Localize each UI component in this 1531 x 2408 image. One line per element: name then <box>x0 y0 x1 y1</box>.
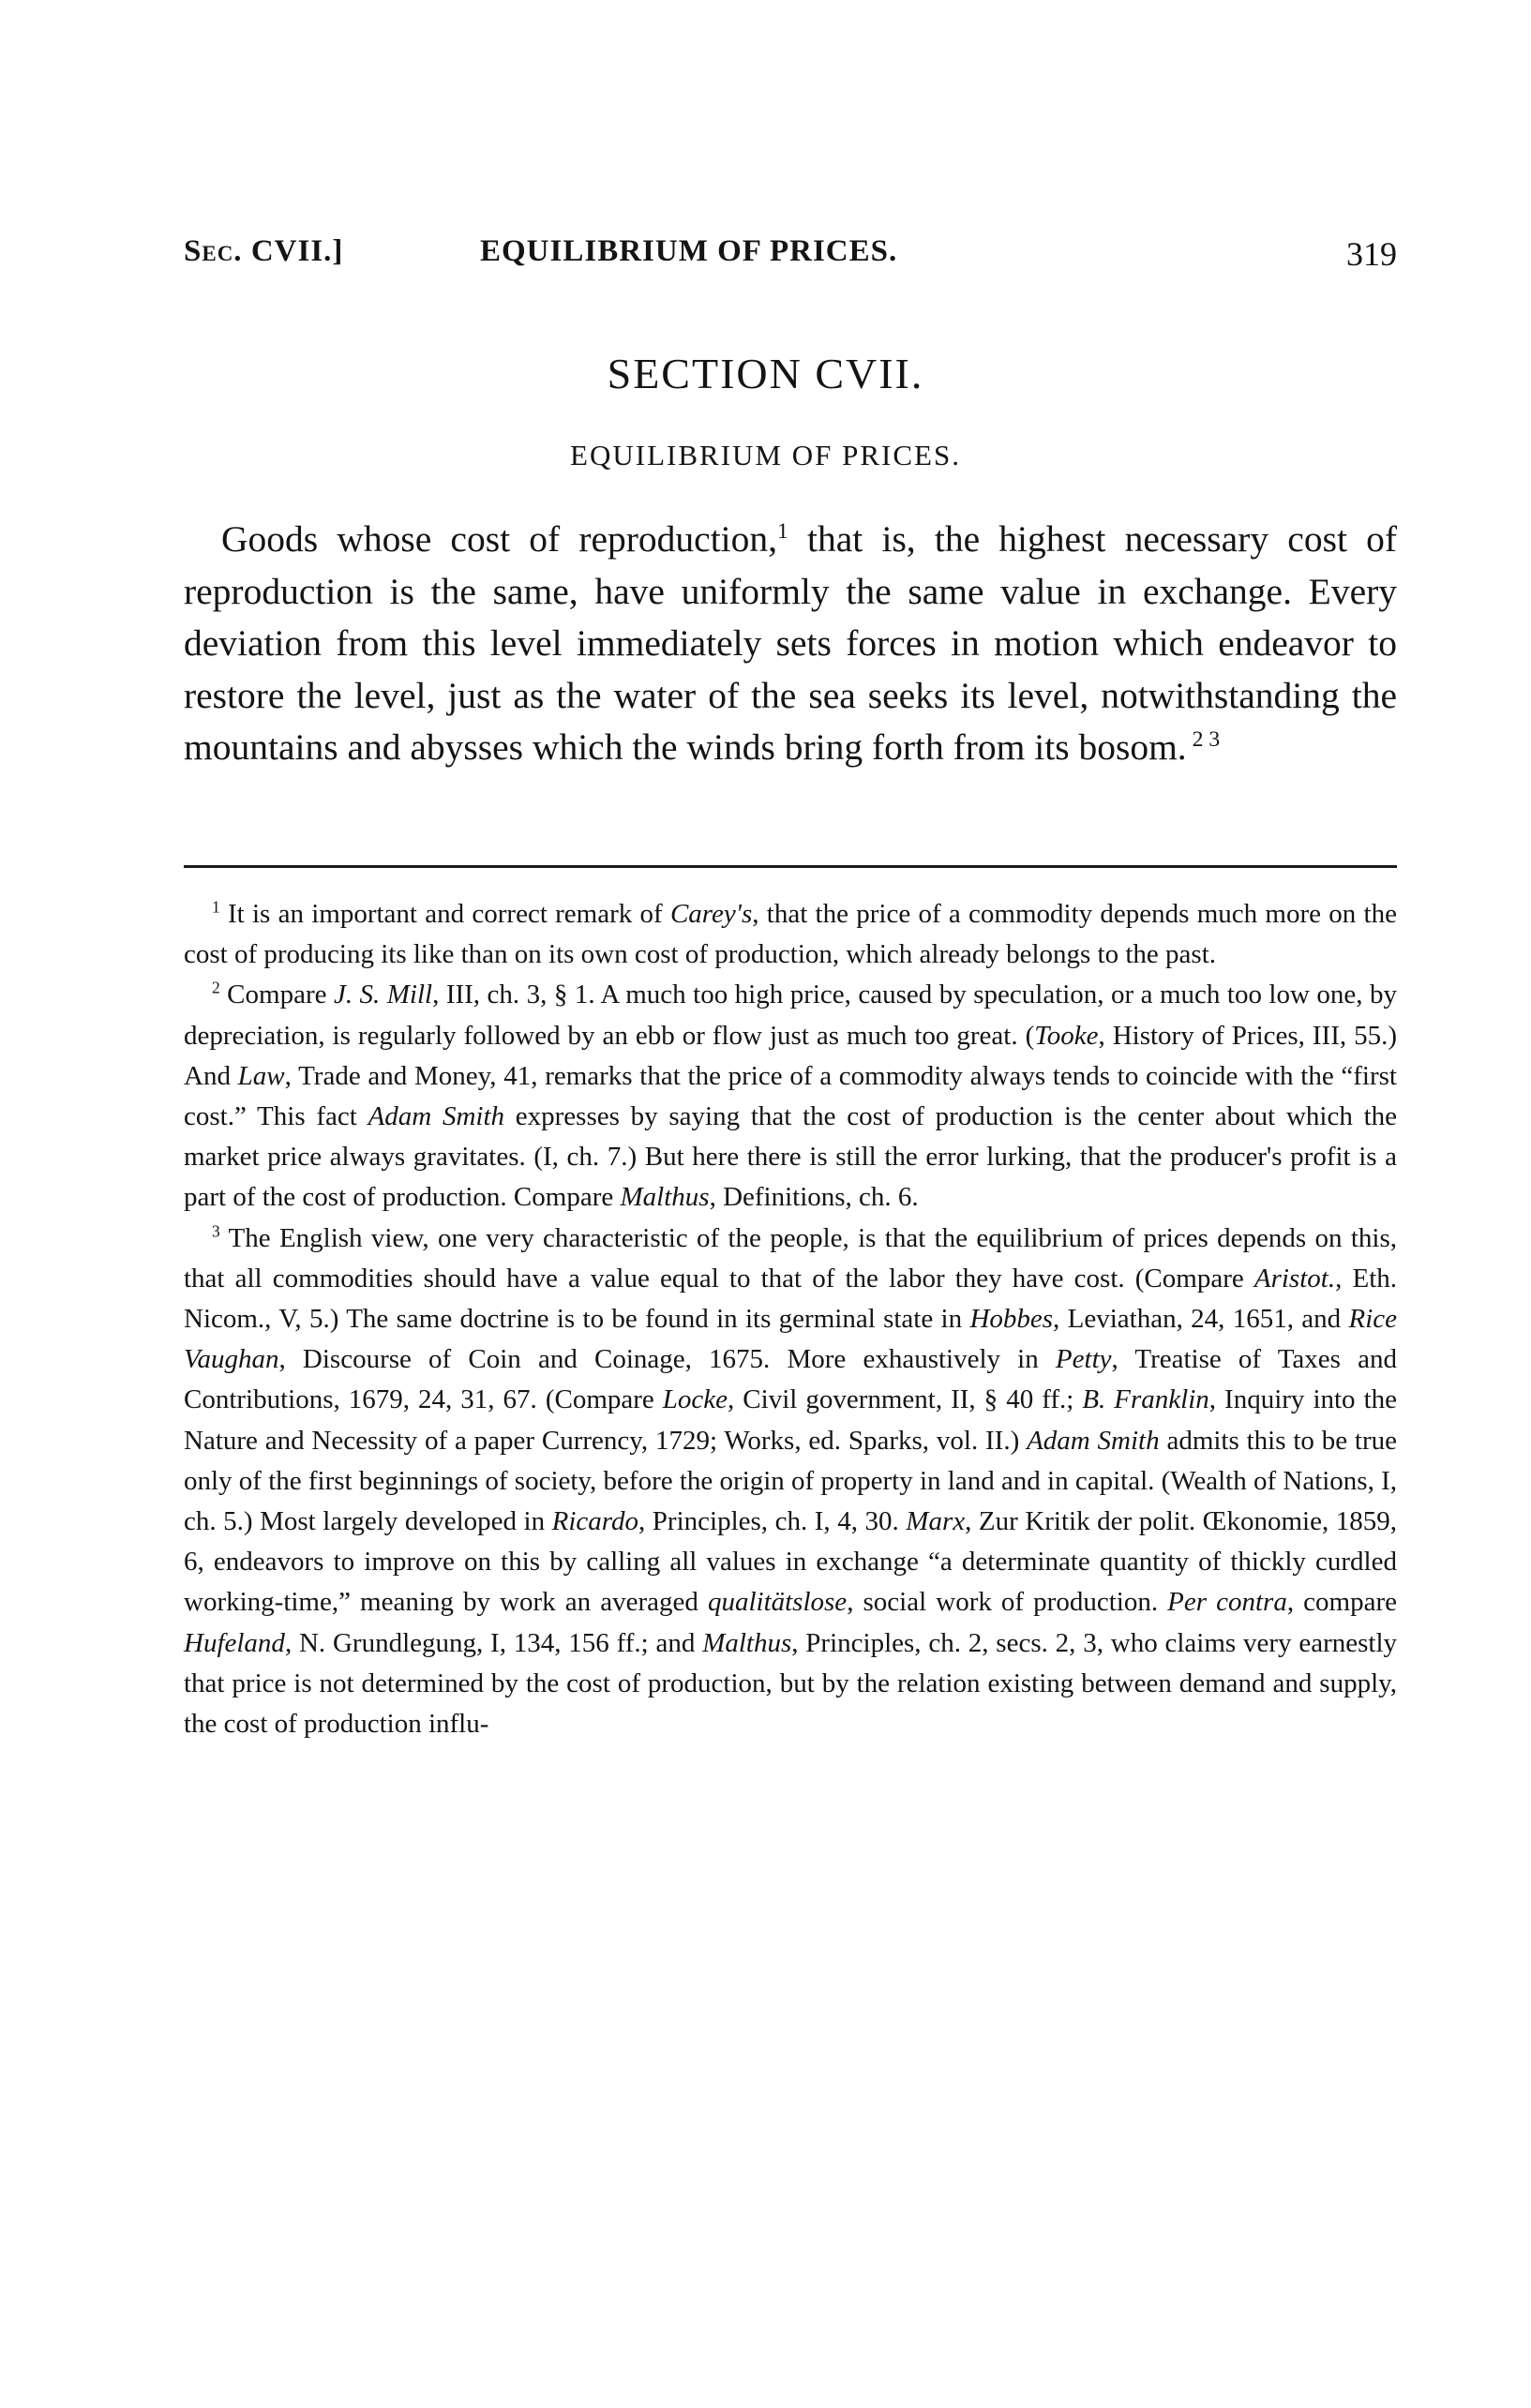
text-run: , Leviathan, 24, 1651, and <box>1053 1304 1349 1335</box>
cited-author: Locke <box>662 1384 728 1415</box>
footnote-ref[interactable]: 1 <box>777 518 788 544</box>
footnote-1 <box>184 894 1397 975</box>
footnote-2 <box>184 975 1397 1218</box>
cited-author: Marx <box>906 1506 966 1537</box>
text-run: expresses by saying that the cost of production is the center about which the market price always gravitates. (I, ch. 7.) But here there is still the error lurking, that the producer's profit is a part of the cost of production. Compare <box>184 1101 1398 1213</box>
section-title: SECTION CVII. <box>607 350 924 397</box>
footnotes <box>184 894 1397 1744</box>
page-number: 319 <box>1346 235 1397 273</box>
text-run: , that the price of a commodity depends much more on the cost of producing its like than on its own cost of production, which already belongs to the past. <box>184 899 1397 970</box>
footnote-divider <box>184 865 1397 868</box>
text-run: , Inquiry into the Nature and Necessity of a paper Currency, 1729; Works, ed. Sparks, vol. II.) <box>184 1384 1397 1456</box>
cited-author: Ricardo <box>551 1506 638 1537</box>
main-text <box>184 514 1397 774</box>
footnote-marker: 2 <box>212 978 220 997</box>
cited-author: Carey's <box>669 899 753 929</box>
cited-author: Hobbes <box>969 1304 1054 1335</box>
cited-author: Malthus <box>702 1627 792 1658</box>
text-run: that is, the highest necessary cost of reproduction is the same, have uniformly the same value in exchange. Every deviation from this level immediately sets forces in motion which endeavor to restore the level, just as the water of the sea seeks its level, notwithstanding the mountains and abysses which the winds bring forth from its bosom. <box>184 518 1397 768</box>
running-head-title: EQUILIBRIUM OF PRICES. <box>480 234 898 268</box>
footnote-marker: 3 <box>212 1220 220 1240</box>
text-run: , Trade and Money, 41, remarks that the price of a commodity always tends to coincide with the “first cost.” This fact <box>184 1060 1397 1132</box>
text-run: , Discourse of Coin and Coinage, 1675. More exhaustively in <box>278 1344 1056 1375</box>
cited-author: Aristot. <box>1253 1263 1336 1294</box>
latin-phrase: Per contra <box>1167 1587 1287 1618</box>
foreign-term: qualitätslose <box>707 1587 848 1618</box>
cited-author: Hufeland <box>184 1627 285 1658</box>
footnote-refs[interactable]: 2 3 <box>1186 726 1221 752</box>
body-paragraph <box>184 514 1397 774</box>
text-run: It is an important and correct remark of <box>219 899 670 929</box>
text-run: , social work of production. <box>847 1587 1168 1618</box>
cited-author: Petty <box>1055 1344 1112 1375</box>
text-run: admits this to be true only of the first beginnings of society, before the origin of property in land and in capital. (Wealth of Nations, I, ch. 5.) Most largely developed in <box>184 1425 1397 1537</box>
cited-author: J. S. Mill <box>333 980 433 1010</box>
text-run: , Definitions, ch. 6. <box>709 1182 919 1213</box>
text-run: , Treatise of Taxes and Contributions, 1679, 24, 31, 67. (Compare <box>184 1344 1397 1415</box>
text-run: , Principles, ch. I, 4, 30. <box>638 1506 907 1537</box>
text-run: Goods whose cost of reproduction, <box>221 518 778 560</box>
cited-author: Adam Smith <box>1027 1425 1160 1456</box>
running-head-section-number: CVII.] <box>250 234 344 268</box>
text-run: The English view, one very characteristic of the people, is that the equilibrium of prices depends on this, that all commodities should have a value equal to that of the labor they have cost. (Compare <box>184 1222 1397 1294</box>
text-run: , Principles, ch. 2, secs. 2, 3, who claims very earnestly that price is not determined by the cost of production, but by the relation existing between demand and supply, the cost of production influ- <box>184 1627 1398 1740</box>
text-run: , Zur Kritik der polit. Œkonomie, 1859, 6, endeavors to improve on this by calling all values in exchange “a determinate quantity of thickly curdled working-time,” meaning by work an averaged <box>184 1506 1397 1618</box>
cited-author: B. Franklin <box>1082 1384 1209 1415</box>
footnote-3 <box>184 1219 1397 1745</box>
section-subtitle: EQUILIBRIUM OF PRICES. <box>570 439 961 471</box>
text-run: Compare <box>219 980 334 1010</box>
running-head <box>184 234 1397 272</box>
text-run: , History of Prices, III, 55.) And <box>184 1020 1397 1091</box>
text-run: , N. Grundlegung, I, 134, 156 ff.; and <box>284 1627 703 1658</box>
footnote-marker: 1 <box>212 897 220 917</box>
text-run: , III, ch. 3, § 1. A much too high price, caused by speculation, or a much too low one, by depreciation, is regularly followed by an ebb or flow just as much too great. ( <box>184 980 1397 1051</box>
cited-author: Adam Smith <box>368 1101 505 1132</box>
running-head-section <box>184 234 343 269</box>
text-run: , Eth. Nicom., V, 5.) The same doctrine is to be found in its germinal state in <box>184 1263 1397 1335</box>
text-run: , compare <box>1286 1587 1397 1618</box>
cited-author: Malthus <box>620 1182 710 1213</box>
cited-author: Rice Vaughan <box>184 1304 1397 1375</box>
text-run: , Civil government, II, § 40 ff.; <box>728 1384 1083 1415</box>
cited-author: Law <box>237 1060 285 1091</box>
running-head-section-prefix: Sec. <box>184 234 243 268</box>
cited-author: Tooke <box>1034 1020 1099 1051</box>
